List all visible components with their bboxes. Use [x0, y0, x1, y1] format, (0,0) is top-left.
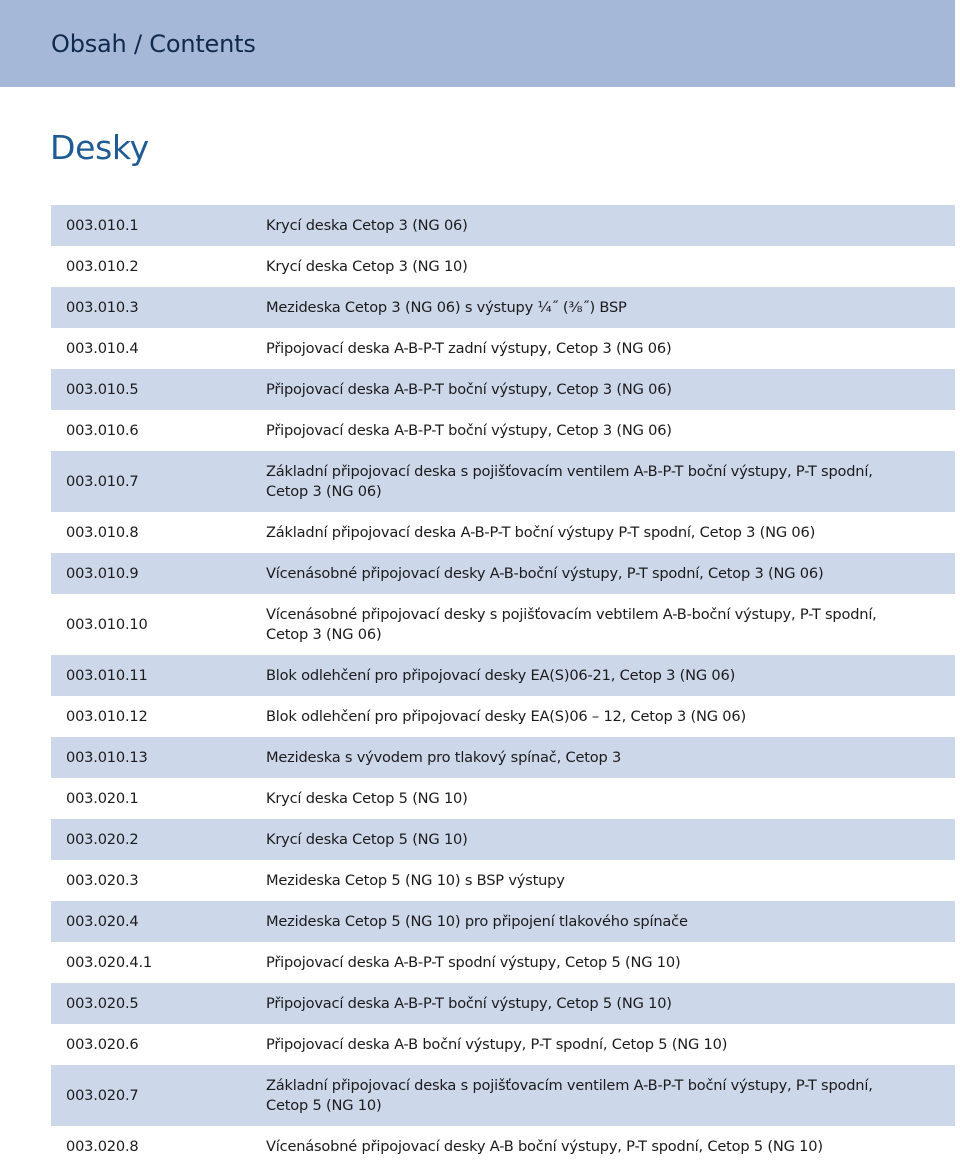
- toc-code: 003.010.6: [66, 422, 139, 439]
- toc-code: 003.010.9: [66, 565, 139, 582]
- toc-title: Připojovací deska A-B-P-T spodní výstupy, Cetop 5 (NG 10): [266, 953, 681, 971]
- header-band: [0, 0, 955, 87]
- toc-title: Krycí deska Cetop 5 (NG 10): [266, 789, 468, 807]
- toc-row[interactable]: [51, 655, 955, 696]
- page-title: Obsah / Contents: [51, 30, 256, 58]
- toc-code: 003.010.7: [66, 473, 139, 490]
- toc-title: Základní připojovací deska s pojišťovacím ventilem A-B-P-T boční výstupy, P-T spodní, Cetop 3 (NG 06): [266, 462, 873, 500]
- toc-title: Základní připojovací deska A-B-P-T boční výstupy P-T spodní, Cetop 3 (NG 06): [266, 523, 816, 541]
- toc-code: 003.020.4.1: [66, 954, 152, 971]
- section-title: Desky: [50, 128, 149, 167]
- toc-title: Mezideska Cetop 5 (NG 10) pro připojení tlakového spínače: [266, 912, 688, 930]
- toc-row[interactable]: [51, 737, 955, 778]
- toc-row[interactable]: [51, 942, 955, 983]
- toc-row[interactable]: [51, 901, 955, 942]
- toc-row[interactable]: [51, 1065, 955, 1126]
- toc-row[interactable]: [51, 410, 955, 451]
- toc-row[interactable]: [51, 246, 955, 287]
- toc-title: Krycí deska Cetop 3 (NG 10): [266, 257, 468, 275]
- toc-row[interactable]: [51, 778, 955, 819]
- toc-code: 003.010.4: [66, 340, 139, 357]
- toc-title: Základní připojovací deska s pojišťovacím ventilem A-B-P-T boční výstupy, P-T spodní, Cetop 5 (NG 10): [266, 1076, 873, 1114]
- toc-row[interactable]: [51, 860, 955, 901]
- toc-title: Vícenásobné připojovací desky A-B boční výstupy, P-T spodní, Cetop 5 (NG 10): [266, 1137, 823, 1155]
- toc-title: Mezideska s vývodem pro tlakový spínač, Cetop 3: [266, 748, 622, 766]
- toc-row[interactable]: [51, 451, 955, 512]
- toc-code: 003.020.2: [66, 831, 139, 848]
- toc-code: 003.010.1: [66, 217, 139, 234]
- toc-title: Připojovací deska A-B-P-T boční výstupy, Cetop 5 (NG 10): [266, 994, 672, 1012]
- toc-title: Mezideska Cetop 3 (NG 06) s výstupy ¼˝ (⅜˝) BSP: [266, 298, 627, 316]
- toc-code: 003.020.1: [66, 790, 139, 807]
- toc-code: 003.020.4: [66, 913, 139, 930]
- toc-title: Krycí deska Cetop 3 (NG 06): [266, 216, 468, 234]
- toc-row[interactable]: [51, 696, 955, 737]
- toc-code: 003.010.12: [66, 708, 148, 725]
- toc-row[interactable]: [51, 512, 955, 553]
- toc-code: 003.020.7: [66, 1087, 139, 1104]
- toc-code: 003.020.5: [66, 995, 139, 1012]
- toc-code: 003.010.5: [66, 381, 139, 398]
- toc-row[interactable]: [51, 983, 955, 1024]
- toc-row[interactable]: [51, 369, 955, 410]
- toc-row[interactable]: [51, 1126, 955, 1167]
- toc-code: 003.010.2: [66, 258, 139, 275]
- toc-row[interactable]: [51, 819, 955, 860]
- toc-title: Připojovací deska A-B-P-T zadní výstupy, Cetop 3 (NG 06): [266, 339, 672, 357]
- toc-code: 003.020.3: [66, 872, 139, 889]
- toc-list: [51, 205, 955, 1167]
- toc-title: Blok odlehčení pro připojovací desky EA(S)06-21, Cetop 3 (NG 06): [266, 666, 736, 684]
- toc-title: Vícenásobné připojovací desky A-B-boční výstupy, P-T spodní, Cetop 3 (NG 06): [266, 564, 824, 582]
- toc-code: 003.010.13: [66, 749, 148, 766]
- toc-code: 003.010.3: [66, 299, 139, 316]
- toc-title: Krycí deska Cetop 5 (NG 10): [266, 830, 468, 848]
- toc-code: 003.010.8: [66, 524, 139, 541]
- toc-row[interactable]: [51, 594, 955, 655]
- toc-code: 003.020.6: [66, 1036, 139, 1053]
- toc-title: Připojovací deska A-B boční výstupy, P-T spodní, Cetop 5 (NG 10): [266, 1035, 728, 1053]
- toc-code: 003.020.8: [66, 1138, 139, 1155]
- toc-row[interactable]: [51, 328, 955, 369]
- toc-row[interactable]: [51, 287, 955, 328]
- toc-row[interactable]: [51, 1024, 955, 1065]
- toc-code: 003.010.11: [66, 667, 148, 684]
- toc-row[interactable]: [51, 205, 955, 246]
- toc-title: Mezideska Cetop 5 (NG 10) s BSP výstupy: [266, 871, 565, 889]
- toc-title: Vícenásobné připojovací desky s pojišťovacím vebtilem A-B-boční výstupy, P-T spodní, Cetop 3 (NG 06): [266, 605, 877, 643]
- toc-title: Blok odlehčení pro připojovací desky EA(S)06 – 12, Cetop 3 (NG 06): [266, 707, 746, 725]
- toc-title: Připojovací deska A-B-P-T boční výstupy, Cetop 3 (NG 06): [266, 380, 672, 398]
- toc-title: Připojovací deska A-B-P-T boční výstupy, Cetop 3 (NG 06): [266, 421, 672, 439]
- toc-row[interactable]: [51, 553, 955, 594]
- toc-code: 003.010.10: [66, 616, 148, 633]
